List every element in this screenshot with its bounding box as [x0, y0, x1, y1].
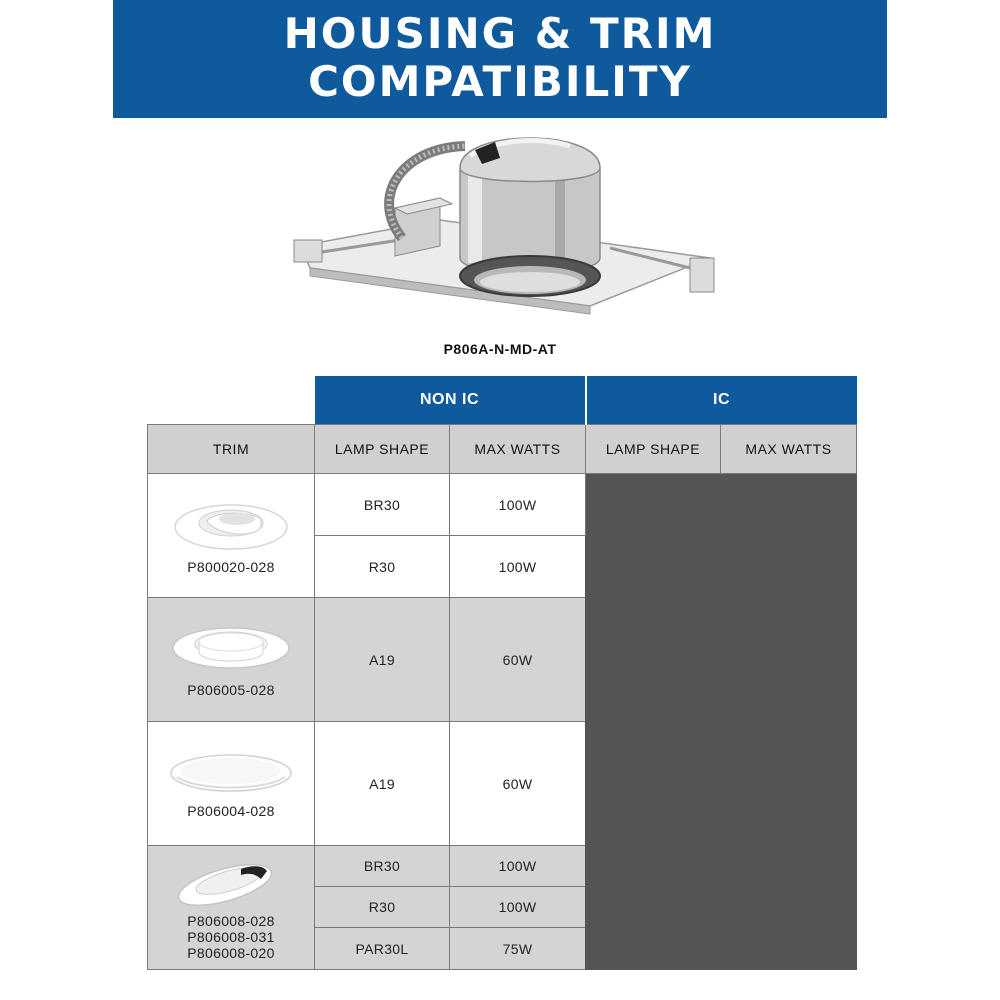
compatibility-table — [147, 376, 857, 970]
max-watts-cell: 75W — [450, 928, 586, 970]
max-watts-cell: 100W — [450, 887, 586, 928]
ic-max-watts-empty-cell — [721, 474, 857, 970]
group-header-row — [148, 376, 857, 425]
title-line-1: HOUSING & TRIM — [283, 9, 717, 58]
ic-lamp-shape-empty-cell — [586, 474, 721, 970]
trim-cell — [148, 598, 315, 722]
max-watts-cell: 100W — [450, 536, 586, 598]
lamp-shape-cell: R30 — [315, 887, 450, 928]
lamp-shape-cell: A19 — [315, 722, 450, 846]
trim-code: P806008-020 — [187, 944, 275, 961]
group-header-blank — [148, 376, 315, 425]
lens-trim-icon — [167, 749, 295, 795]
lamp-shape-cell: PAR30L — [315, 928, 450, 970]
trim-code: P806008-028 — [187, 912, 275, 929]
column-header-trim: TRIM — [148, 425, 315, 474]
max-watts-cell: 100W — [450, 846, 586, 887]
lamp-shape-cell: A19 — [315, 598, 450, 722]
recessed-housing-image — [290, 128, 720, 328]
column-header-row — [148, 425, 857, 474]
lamp-shape-cell: BR30 — [315, 474, 450, 536]
slope-trim-icon — [171, 855, 291, 911]
column-header-ic-max-watts: MAX WATTS — [721, 425, 857, 474]
column-header-lamp-shape: LAMP SHAPE — [315, 425, 450, 474]
title-banner — [113, 0, 887, 118]
trim-code: P806004-028 — [187, 802, 275, 819]
trim-cell — [148, 846, 315, 970]
group-header-non-ic: NON IC — [315, 376, 586, 425]
lamp-shape-cell: R30 — [315, 536, 450, 598]
trim-code: P806005-028 — [187, 681, 275, 698]
table-row — [148, 474, 857, 536]
trim-code: P806008-031 — [187, 928, 275, 945]
group-header-ic: IC — [586, 376, 857, 425]
step-baffle-trim-icon — [169, 622, 293, 678]
column-header-max-watts: MAX WATTS — [450, 425, 586, 474]
eyeball-trim-icon — [169, 497, 293, 555]
max-watts-cell: 60W — [450, 598, 586, 722]
lamp-shape-cell: BR30 — [315, 846, 450, 887]
trim-cell — [148, 474, 315, 598]
max-watts-cell: 60W — [450, 722, 586, 846]
title-line-2: COMPATIBILITY — [308, 57, 692, 106]
max-watts-cell: 100W — [450, 474, 586, 536]
trim-code: P800020-028 — [187, 558, 275, 575]
trim-cell — [148, 722, 315, 846]
column-header-ic-lamp-shape: LAMP SHAPE — [586, 425, 721, 474]
housing-model-label: P806A-N-MD-AT — [443, 341, 557, 357]
